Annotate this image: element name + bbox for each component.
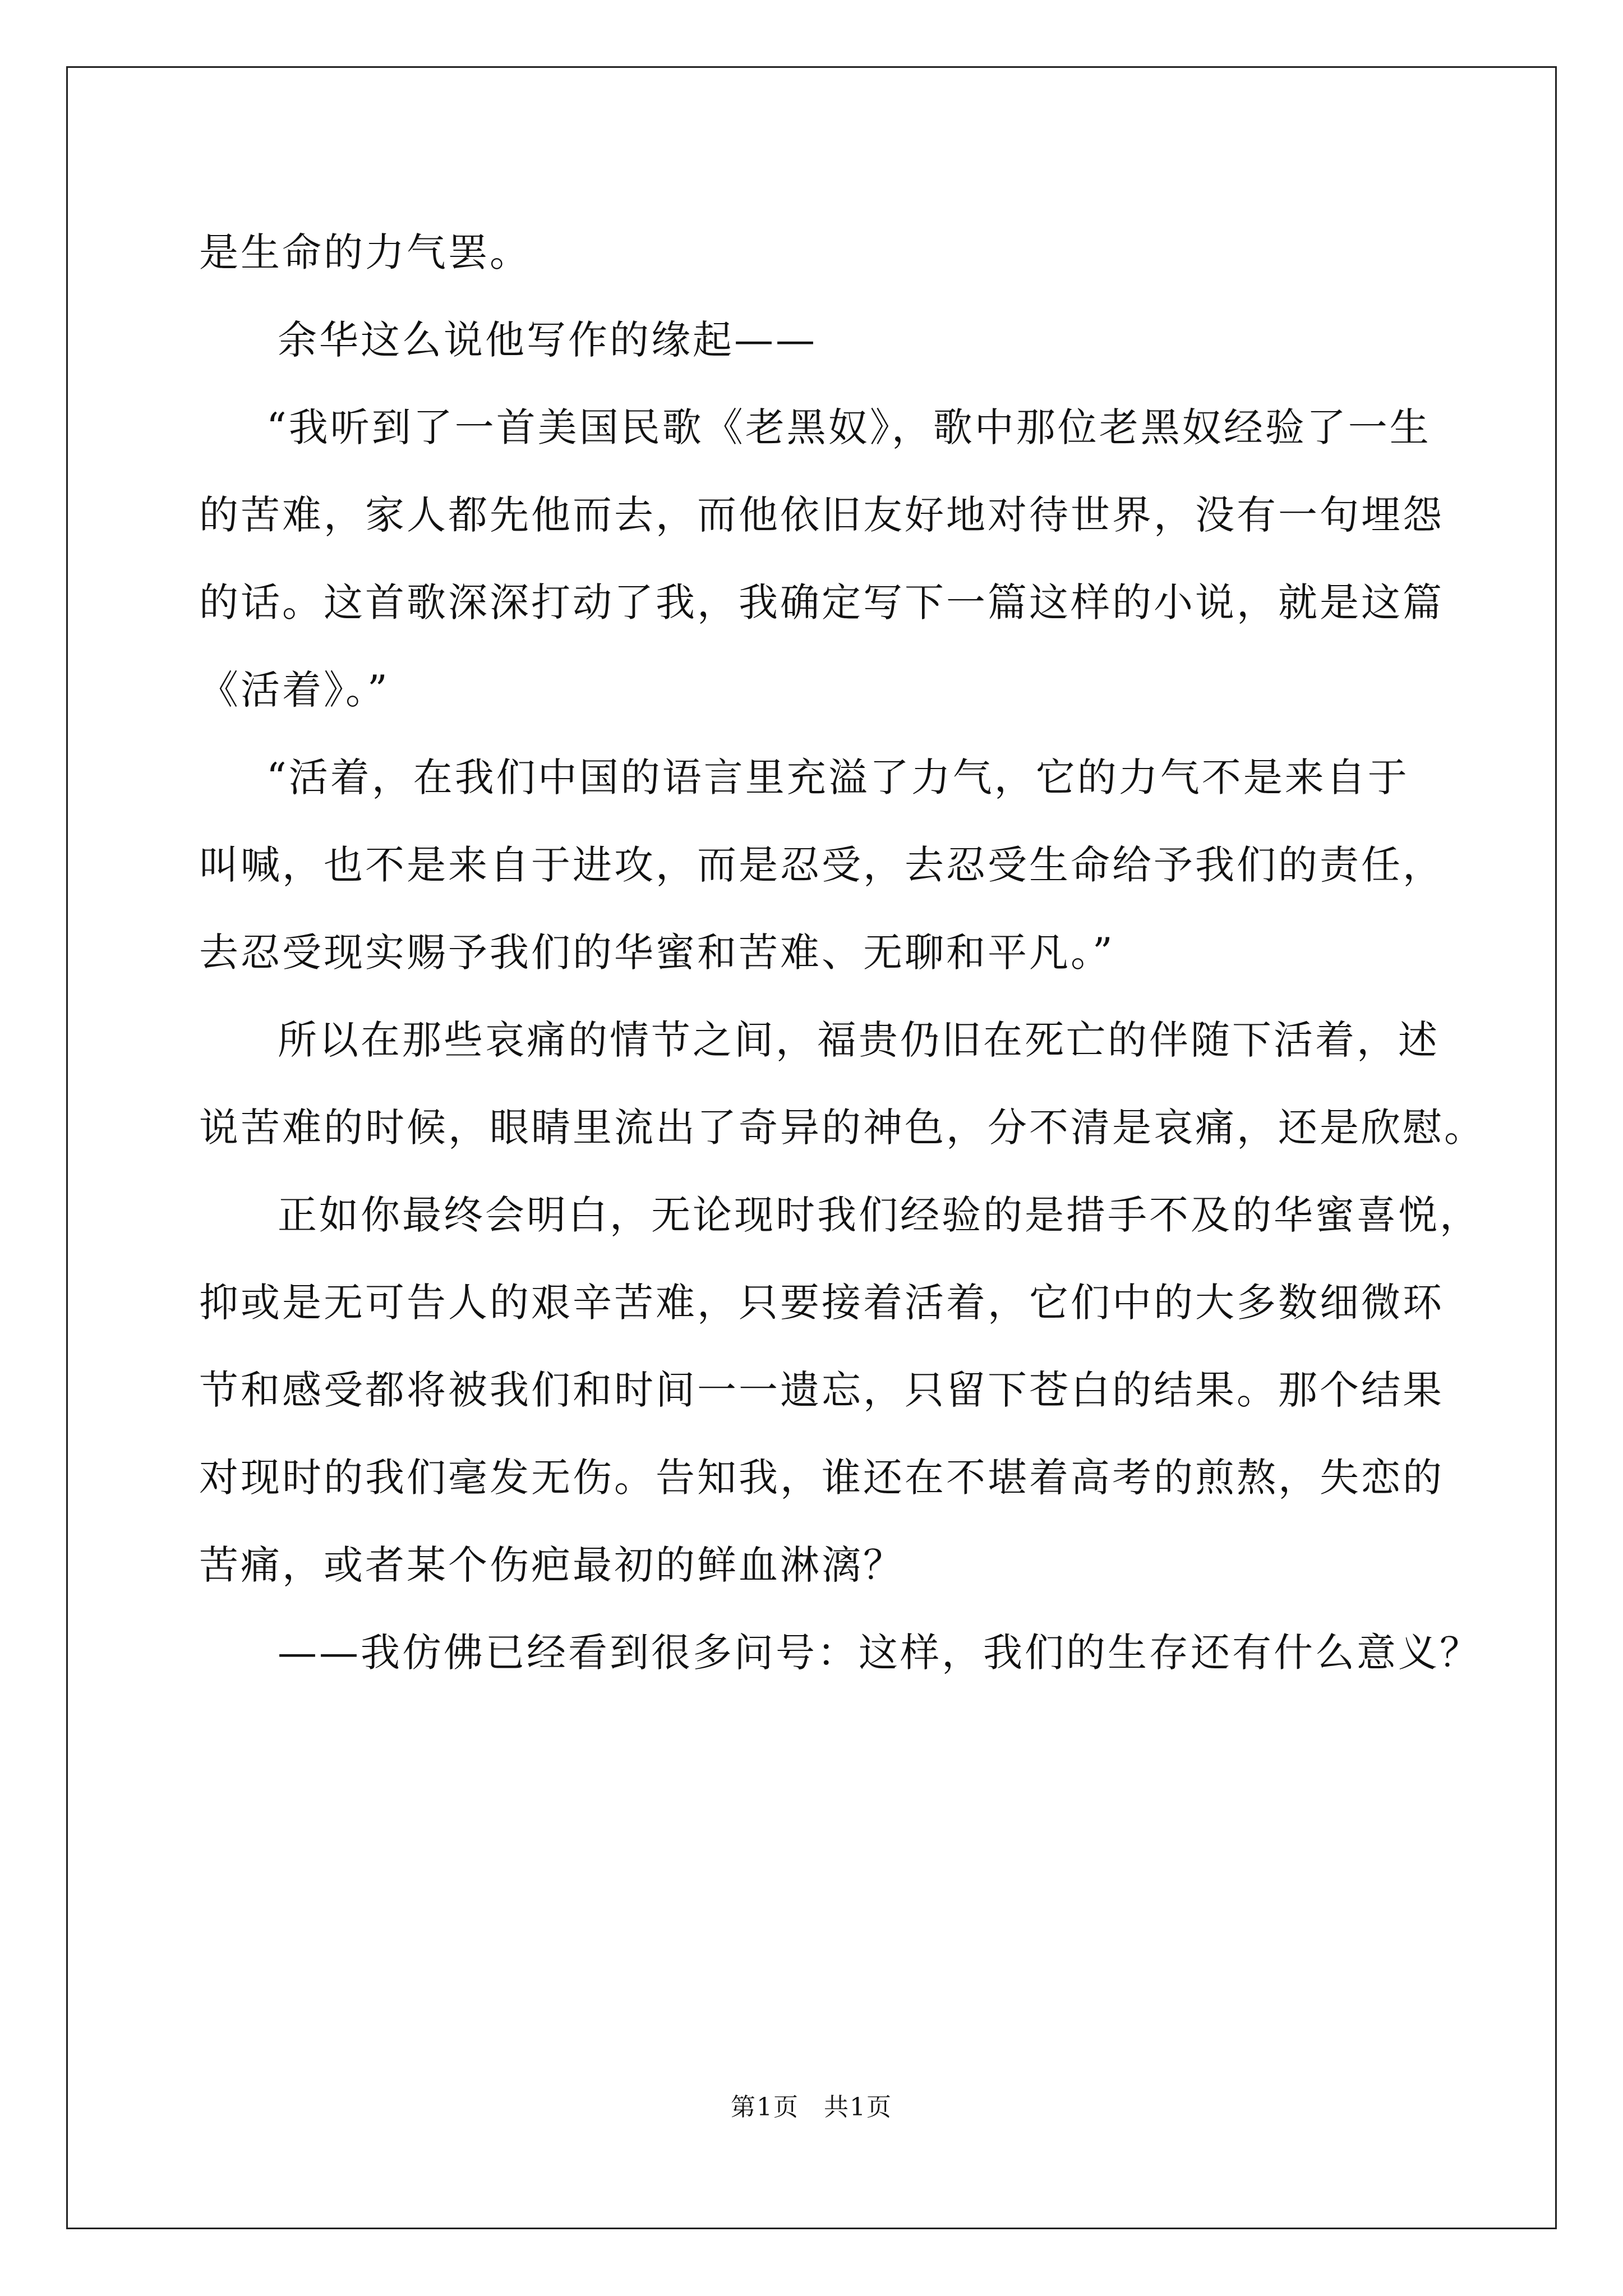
text-line: 的话。这首歌深深打动了我，我确定写下一篇这样的小说，就是这篇 — [199, 579, 1444, 625]
text-line: 《活着》。” — [199, 667, 390, 713]
text-line: ——我仿佛已经看到很多问号：这样，我们的生存还有什么意义？ — [278, 1630, 1481, 1676]
total-pages: 共1页 — [824, 2093, 892, 2122]
text-line: “活着，在我们中国的语言里充溢了力气，它的力气不是来自于 — [266, 754, 1409, 800]
text-line: 的苦难，家人都先他而去，而他依旧友好地对待世界，没有一句埋怨 — [199, 492, 1444, 538]
page-number: 第1页 — [731, 2093, 799, 2122]
document-body — [199, 209, 1486, 1696]
text-line: 说苦难的时候，眼睛里流出了奇异的神色，分不清是哀痛，还是欣慰。 — [199, 1105, 1486, 1151]
text-line: 苦痛，或者某个伤疤最初的鲜血淋漓？ — [199, 1542, 905, 1588]
text-line: 对现时的我们毫发无伤。告知我，谁还在不堪着高考的煎熬，失恋的 — [199, 1455, 1444, 1501]
text-line: 是生命的力气罢。 — [199, 229, 531, 275]
text-line: 节和感受都将被我们和时间一一遗忘，只留下苍白的结果。那个结果 — [199, 1367, 1444, 1413]
text-line: 去忍受现实赐予我们的华蜜和苦难、无聊和平凡。” — [199, 930, 1115, 976]
text-line: 叫喊，也不是来自于进攻，而是忍受，去忍受生命给予我们的责任， — [199, 842, 1444, 888]
text-line: 余华这么说他写作的缘起—— — [278, 317, 817, 363]
text-line: 所以在那些哀痛的情节之间，福贵仍旧在死亡的伴随下活着，述 — [278, 1017, 1440, 1063]
text-line: 正如你最终会明白，无论现时我们经验的是措手不及的华蜜喜悦， — [278, 1192, 1481, 1238]
page-footer — [0, 2087, 1623, 2123]
text-line: 抑或是无可告人的艰辛苦难，只要接着活着，它们中的大多数细微环 — [199, 1280, 1444, 1326]
text-line: “我听到了一首美国民歌《老黑奴》，歌中那位老黑奴经验了一生 — [266, 404, 1431, 450]
